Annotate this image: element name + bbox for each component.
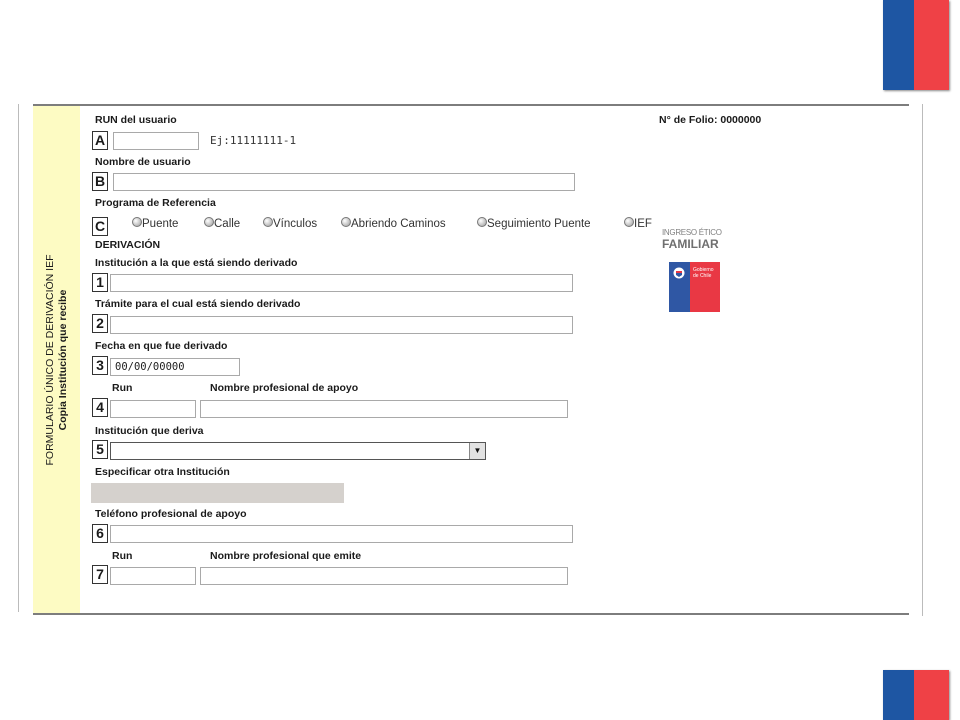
gobierno-de-chile-logo bbox=[669, 262, 720, 312]
section-b-badge: B bbox=[92, 172, 108, 191]
telefono-profesional-label: Teléfono profesional de apoyo bbox=[95, 508, 247, 520]
ief-logo-line1: INGRESO ÉTICO bbox=[662, 228, 722, 237]
run-profesional-emite-label: Run bbox=[112, 550, 133, 562]
telefono-profesional-input[interactable] bbox=[110, 525, 573, 543]
field-3-badge: 3 bbox=[92, 356, 108, 375]
run-format-hint: Ej:11111111-1 bbox=[210, 134, 297, 147]
radio-vinculos[interactable]: Vínculos bbox=[263, 218, 317, 230]
institucion-deriva-label: Institución que deriva bbox=[95, 425, 204, 437]
institucion-destino-label: Institución a la que está siendo derivado bbox=[95, 257, 298, 269]
radio-ief[interactable]: IEF bbox=[624, 218, 652, 230]
programa-referencia-label: Programa de Referencia bbox=[95, 197, 216, 209]
field-7-badge: 7 bbox=[92, 565, 108, 584]
fecha-derivacion-label: Fecha en que fue derivado bbox=[95, 340, 228, 352]
gobierno-text: Gobierno bbox=[693, 267, 714, 273]
nombre-profesional-apoyo-input[interactable] bbox=[200, 400, 568, 418]
radio-circle-icon bbox=[132, 217, 142, 227]
radio-circle-icon bbox=[477, 217, 487, 227]
otra-institucion-label: Especificar otra Institución bbox=[95, 466, 230, 478]
fecha-derivacion-input[interactable] bbox=[110, 358, 240, 376]
chile-flag-top-decoration bbox=[883, 0, 949, 90]
section-c-badge: C bbox=[92, 217, 108, 236]
nombre-usuario-input[interactable] bbox=[113, 173, 575, 191]
tramite-label: Trámite para el cual está siendo derivado bbox=[95, 298, 301, 310]
radio-seguimiento-puente[interactable]: Seguimiento Puente bbox=[477, 218, 591, 230]
run-usuario-label: RUN del usuario bbox=[95, 114, 177, 126]
form-copy-subtitle: Copia Institución que recibe bbox=[57, 289, 69, 431]
run-profesional-apoyo-input[interactable] bbox=[110, 400, 196, 418]
form-title: FORMULARIO ÚNICO DE DERIVACIÓN IEF bbox=[44, 254, 56, 466]
nombre-profesional-emite-input[interactable] bbox=[200, 567, 568, 585]
run-profesional-apoyo-label: Run bbox=[112, 382, 133, 394]
radio-circle-icon bbox=[624, 217, 634, 227]
section-a-badge: A bbox=[92, 131, 108, 150]
de-chile-text: de Chile bbox=[693, 273, 712, 279]
form-bottom-border bbox=[33, 613, 909, 615]
radio-calle[interactable]: Calle bbox=[204, 218, 240, 230]
tramite-input[interactable] bbox=[110, 316, 573, 334]
field-4-badge: 4 bbox=[92, 398, 108, 417]
radio-circle-icon bbox=[341, 217, 351, 227]
radio-abriendo-caminos[interactable]: Abriendo Caminos bbox=[341, 218, 446, 230]
chile-flag-bottom-decoration bbox=[883, 670, 949, 720]
run-usuario-input[interactable] bbox=[113, 132, 199, 150]
form-right-border bbox=[922, 104, 923, 616]
institucion-destino-input[interactable] bbox=[110, 274, 573, 292]
dropdown-arrow-icon[interactable]: ▼ bbox=[469, 443, 485, 459]
form-left-border bbox=[18, 104, 19, 612]
field-1-badge: 1 bbox=[92, 273, 108, 292]
folio-number: N° de Folio: 0000000 bbox=[659, 114, 762, 126]
field-5-badge: 5 bbox=[92, 440, 108, 459]
institucion-deriva-select[interactable] bbox=[110, 442, 486, 460]
nombre-usuario-label: Nombre de usuario bbox=[95, 156, 191, 168]
run-profesional-emite-input[interactable] bbox=[110, 567, 196, 585]
field-2-badge: 2 bbox=[92, 314, 108, 333]
form-top-border bbox=[33, 104, 909, 106]
nombre-profesional-emite-label: Nombre profesional que emite bbox=[210, 550, 362, 562]
field-6-badge: 6 bbox=[92, 524, 108, 543]
radio-puente[interactable]: Puente bbox=[132, 218, 178, 230]
radio-circle-icon bbox=[204, 217, 214, 227]
derivacion-heading: DERIVACIÓN bbox=[95, 239, 161, 251]
otra-institucion-input-disabled bbox=[91, 483, 344, 503]
nombre-profesional-apoyo-label: Nombre profesional de apoyo bbox=[210, 382, 359, 394]
radio-circle-icon bbox=[263, 217, 273, 227]
ief-logo-line2: FAMILIAR bbox=[662, 237, 719, 251]
chile-shield-icon bbox=[672, 266, 686, 280]
